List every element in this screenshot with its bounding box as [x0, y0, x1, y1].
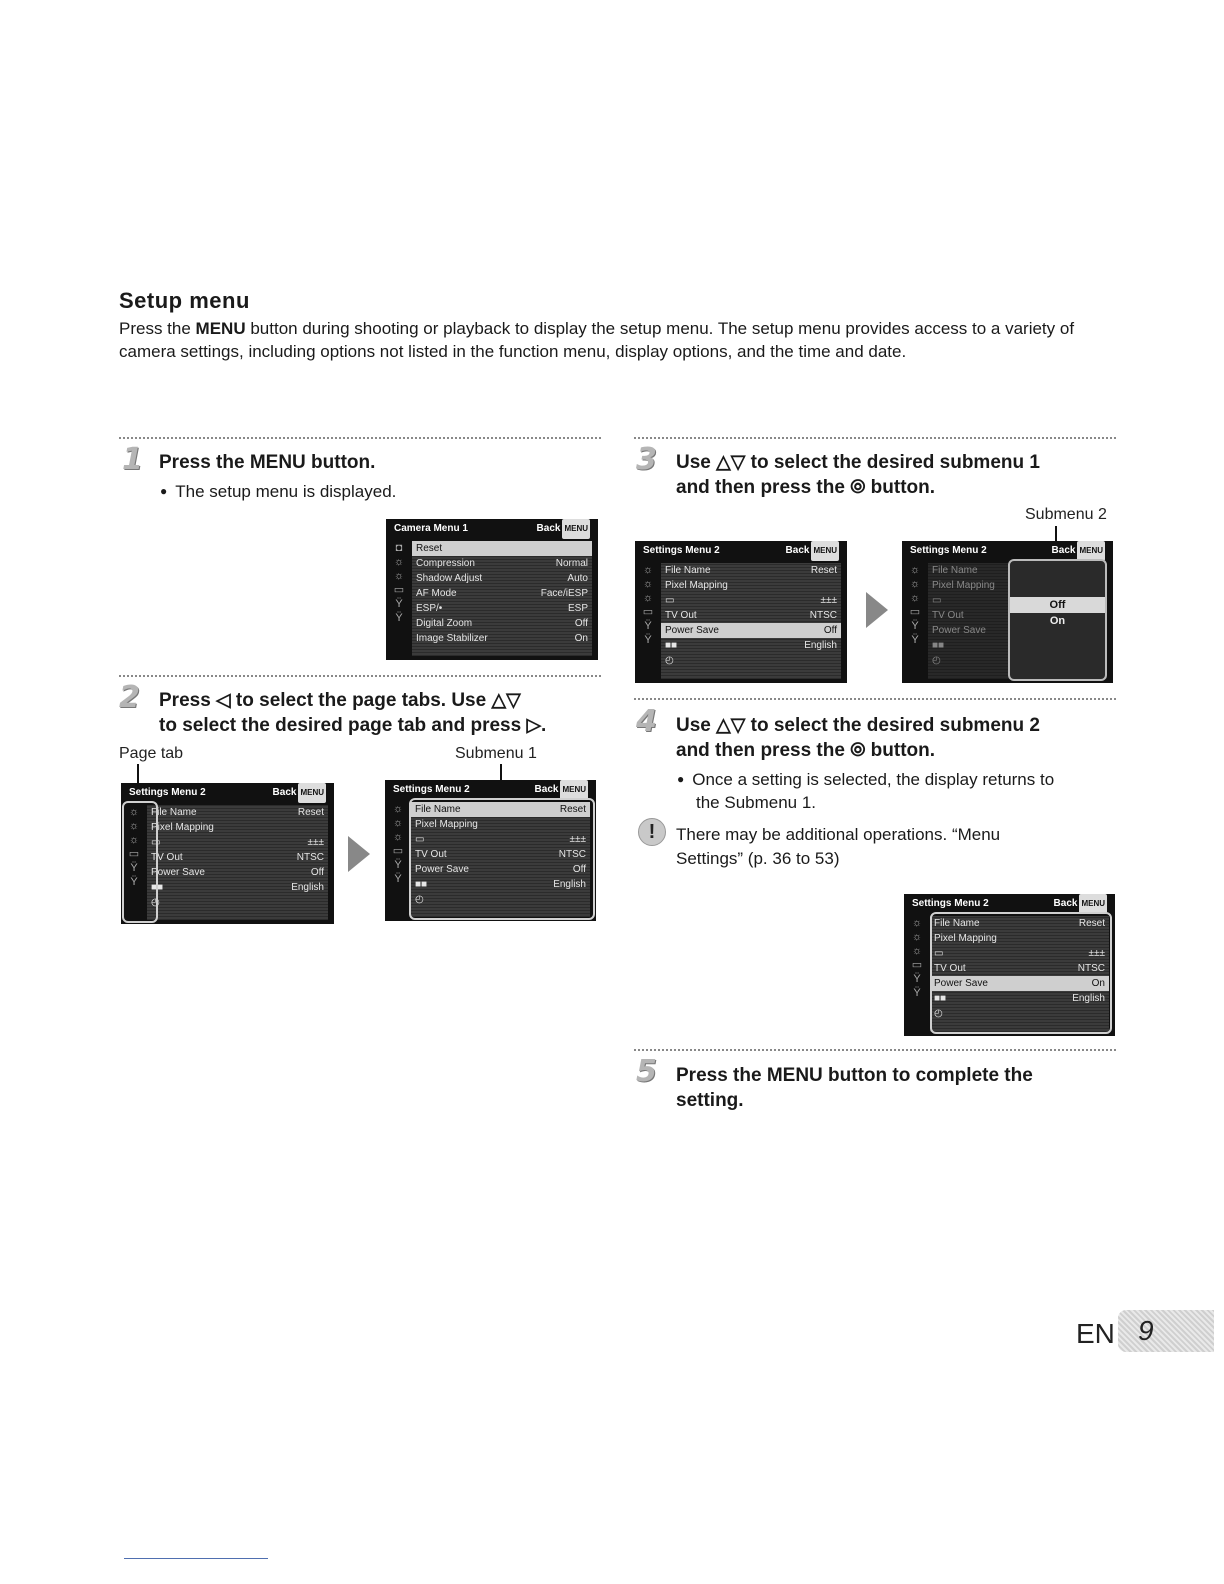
step-number-5: 5	[636, 1054, 657, 1089]
menu-row-value: Off	[823, 625, 837, 636]
menu-row[interactable]	[412, 556, 592, 571]
menu-row[interactable]	[412, 601, 592, 616]
step-number-2: 2	[119, 680, 140, 715]
menu-row-name: Image Stabilizer	[416, 633, 488, 644]
menu-row-value: English	[1072, 993, 1105, 1004]
camera-menu-1-screen	[386, 519, 598, 660]
menu-row-name: ◴	[151, 897, 160, 908]
menu-row-value: Off	[572, 864, 586, 875]
arrow-right-icon	[348, 836, 370, 872]
menu-row-name: Pixel Mapping	[665, 580, 728, 591]
menu-row-name: Reset	[416, 543, 443, 554]
popup-option-off[interactable]: Off	[1010, 597, 1105, 613]
menu-row-value: NTSC	[809, 610, 837, 621]
menu-row[interactable]	[661, 578, 841, 593]
note-icon: !	[638, 818, 666, 846]
step-4-bullet: ● Once a setting is selected, the display returns to the Submenu 1.	[677, 770, 1055, 812]
menu-row[interactable]	[412, 631, 592, 646]
menu-row[interactable]	[412, 541, 592, 556]
menu-row-name: TV Out	[934, 963, 966, 974]
divider-step1	[119, 437, 601, 439]
menu-row-name: AF Mode	[416, 588, 457, 599]
menu-row-name: ◴	[934, 1008, 943, 1019]
back-label: Back MENU	[1052, 541, 1105, 561]
menu-row-name: ▭	[934, 948, 944, 959]
menu-row-name: Pixel Mapping	[932, 580, 995, 591]
menu-row-value: NTSC	[558, 849, 586, 860]
menu-row-value: ±±±	[569, 834, 586, 845]
menu-row-name: Shadow Adjust	[416, 573, 483, 584]
menu-row-name: Power Save	[934, 978, 988, 989]
label-submenu-2: Submenu 2	[1025, 506, 1107, 523]
menu-row-value: Reset	[810, 565, 837, 576]
settings-menu-2-screen-d: Settings Menu 2 Back MENU ☼ ☼ ☼ ▭ Ÿ Ÿ File Name Pixel Mapping ▭ TV Out Power Save ■■ ◴ Off On	[902, 541, 1113, 683]
step-number-3: 3	[636, 442, 657, 477]
menu-row[interactable]	[412, 571, 592, 586]
menu-row-name: TV Out	[932, 610, 964, 621]
footer-line	[124, 1558, 268, 1559]
screen-title: Camera Menu 1	[394, 523, 468, 534]
settings-menu-2-screen-a: Settings Menu 2 Back MENU ☼ ☼ ☼ ▭ Ÿ Ÿ File Name Reset Pixel Mapping ▭ ±±± TV Out NTSC Power Save Off ■■ English ◴	[121, 783, 334, 924]
menu-row-value: English	[291, 882, 324, 893]
menu-row-name: Pixel Mapping	[934, 933, 997, 944]
menu-row-value: Auto	[567, 573, 588, 584]
menu-row-value: NTSC	[1077, 963, 1105, 974]
menu-row-name: ▭	[151, 837, 161, 848]
settings-menu-2-screen-c: Settings Menu 2 Back MENU ☼ ☼ ☼ ▭ Ÿ Ÿ File Name Reset Pixel Mapping ▭ ±±± TV Out NTSC Power Save Off ■■ English ◴	[635, 541, 847, 683]
menu-row-name: ■■	[665, 640, 678, 651]
back-label: Back MENU	[537, 519, 590, 539]
screen-title: Settings Menu 2	[912, 898, 989, 909]
page-title: Setup menu	[119, 288, 250, 313]
page-tabs: ◘ ☼ ☼ ▭ Ÿ Ÿ	[393, 542, 405, 624]
menu-row-value: English	[553, 879, 586, 890]
intro-paragraph: Press the MENU button during shooting or playback to display the setup menu. The setup menu provides access to a variety of camera settings, including options not listed in the function menu, display options, and the time and date.	[119, 319, 1075, 361]
step-2-text: Press ◁ to select the page tabs. Use △▽ to select the desired page tab and press ▷.	[159, 690, 547, 736]
arrow-right-icon	[866, 592, 888, 628]
back-label: Back MENU	[1054, 894, 1107, 914]
menu-row-name: ▭	[665, 595, 675, 606]
menu-row-value: On	[1091, 978, 1105, 989]
menu-row[interactable]	[147, 865, 328, 880]
screen-title: Settings Menu 2	[129, 787, 206, 798]
settings-menu-2-screen-e: Settings Menu 2 Back MENU ☼ ☼ ☼ ▭ Ÿ Ÿ File Name Reset Pixel Mapping ▭ ±±± TV Out NTSC Power Save On ■■ English ◴	[904, 894, 1115, 1036]
menu-row-name: TV Out	[665, 610, 697, 621]
menu-row-value: Off	[310, 867, 324, 878]
menu-row[interactable]	[147, 895, 328, 910]
menu-row-value: ESP	[567, 603, 588, 614]
divider-step5	[634, 1049, 1116, 1051]
step-5-text: Press the MENU button to complete the setting.	[676, 1065, 1033, 1111]
back-label: Back MENU	[273, 783, 326, 803]
submenu-highlight	[930, 912, 1112, 1034]
menu-row-value: ±±±	[1088, 948, 1105, 959]
menu-row-name: File Name	[934, 918, 980, 929]
menu-row-name: ◴	[415, 894, 424, 905]
menu-row-name: ■■	[415, 879, 428, 890]
step-1-text: Press the MENU button.	[159, 452, 376, 473]
submenu-highlight	[409, 798, 595, 920]
menu-row[interactable]	[147, 850, 328, 865]
menu-row-name: ▭	[932, 595, 942, 606]
screen-title: Settings Menu 2	[393, 784, 470, 795]
menu-row[interactable]	[147, 880, 328, 895]
menu-row-name: Pixel Mapping	[415, 819, 478, 830]
language-label: EN	[1076, 1318, 1115, 1349]
menu-row-name: File Name	[151, 807, 197, 818]
menu-row-value: Reset	[1078, 918, 1105, 929]
menu-row-name: File Name	[415, 804, 461, 815]
menu-row-name: ◴	[932, 655, 941, 666]
menu-row-name: ■■	[151, 882, 164, 893]
menu-row-name: ◴	[665, 655, 674, 666]
menu-row-name: Power Save	[415, 864, 469, 875]
menu-row-value: Off	[574, 618, 588, 629]
label-page-tab: Page tab	[119, 745, 184, 762]
step-4-text: Use △▽ to select the desired submenu 2 and then press the ⦾ button.	[676, 715, 1040, 761]
camera-icon: ◘	[395, 542, 403, 554]
menu-row[interactable]	[661, 563, 841, 578]
menu-row-name: Power Save	[665, 625, 719, 636]
menu-row-value: Face/iESP	[540, 588, 588, 599]
menu-row[interactable]	[661, 653, 841, 668]
step-3-text: Use △▽ to select the desired submenu 1 and then press the ⦾ button.	[676, 452, 1040, 498]
step-number-1: 1	[122, 442, 143, 477]
submenu-2-popup	[1008, 559, 1107, 681]
menu-row[interactable]	[661, 593, 841, 608]
menu-row[interactable]	[147, 835, 328, 850]
menu-row-value: ±±±	[307, 837, 324, 848]
step-1-bullet: ● The setup menu is displayed.	[160, 482, 397, 501]
menu-row-name: ■■	[932, 640, 945, 651]
page-tab-highlight	[122, 801, 161, 923]
menu-row-name: Digital Zoom	[416, 618, 473, 629]
menu-row-name: ▭	[415, 834, 425, 845]
menu-row-name: TV Out	[151, 852, 183, 863]
menu-row-value: Normal	[555, 558, 588, 569]
menu-row-value: On	[574, 633, 588, 644]
note-text: There may be additional operations. “Menu Settings” (p. 36 to 53)	[676, 825, 1001, 868]
menu-row-name: ESP/•	[416, 603, 443, 614]
menu-row[interactable]	[147, 805, 328, 820]
menu-row[interactable]	[147, 820, 328, 835]
divider-step3	[634, 437, 1116, 439]
menu-row-value: Reset	[297, 807, 324, 818]
screen-title: Settings Menu 2	[643, 545, 720, 556]
page-number: 9	[1118, 1310, 1214, 1352]
menu-row-name: Power Save	[932, 625, 986, 636]
screen-title: Settings Menu 2	[910, 545, 987, 556]
menu-row-name: ■■	[934, 993, 947, 1004]
menu-row-name: Power Save	[151, 867, 205, 878]
label-submenu-1: Submenu 1	[455, 745, 537, 762]
back-label: Back MENU	[535, 780, 588, 800]
menu-row-name: File Name	[665, 565, 711, 576]
menu-row-value: English	[804, 640, 837, 651]
menu-row[interactable]	[661, 638, 841, 653]
step-number-4: 4	[636, 704, 657, 739]
menu-row-value: ±±±	[820, 595, 837, 606]
divider-step4	[634, 698, 1116, 700]
menu-row-name: File Name	[932, 565, 978, 576]
popup-option-on[interactable]: On	[1049, 615, 1066, 627]
menu-row[interactable]	[412, 586, 592, 601]
divider-step2	[119, 675, 601, 677]
back-label: Back MENU	[786, 541, 839, 561]
menu-row[interactable]	[661, 608, 841, 623]
menu-row-value: NTSC	[296, 852, 324, 863]
menu-row-value: Reset	[559, 804, 586, 815]
menu-row[interactable]	[661, 623, 841, 638]
menu-row[interactable]	[412, 616, 592, 631]
menu-row-name: Compression	[416, 558, 475, 569]
menu-row-name: TV Out	[415, 849, 447, 860]
settings-menu-2-screen-b: Settings Menu 2 Back MENU ☼ ☼ ☼ ▭ Ÿ Ÿ File Name Reset Pixel Mapping ▭ ±±± TV Out NTSC Power Save Off ■■ English ◴	[385, 780, 596, 921]
menu-row-name: Pixel Mapping	[151, 822, 214, 833]
